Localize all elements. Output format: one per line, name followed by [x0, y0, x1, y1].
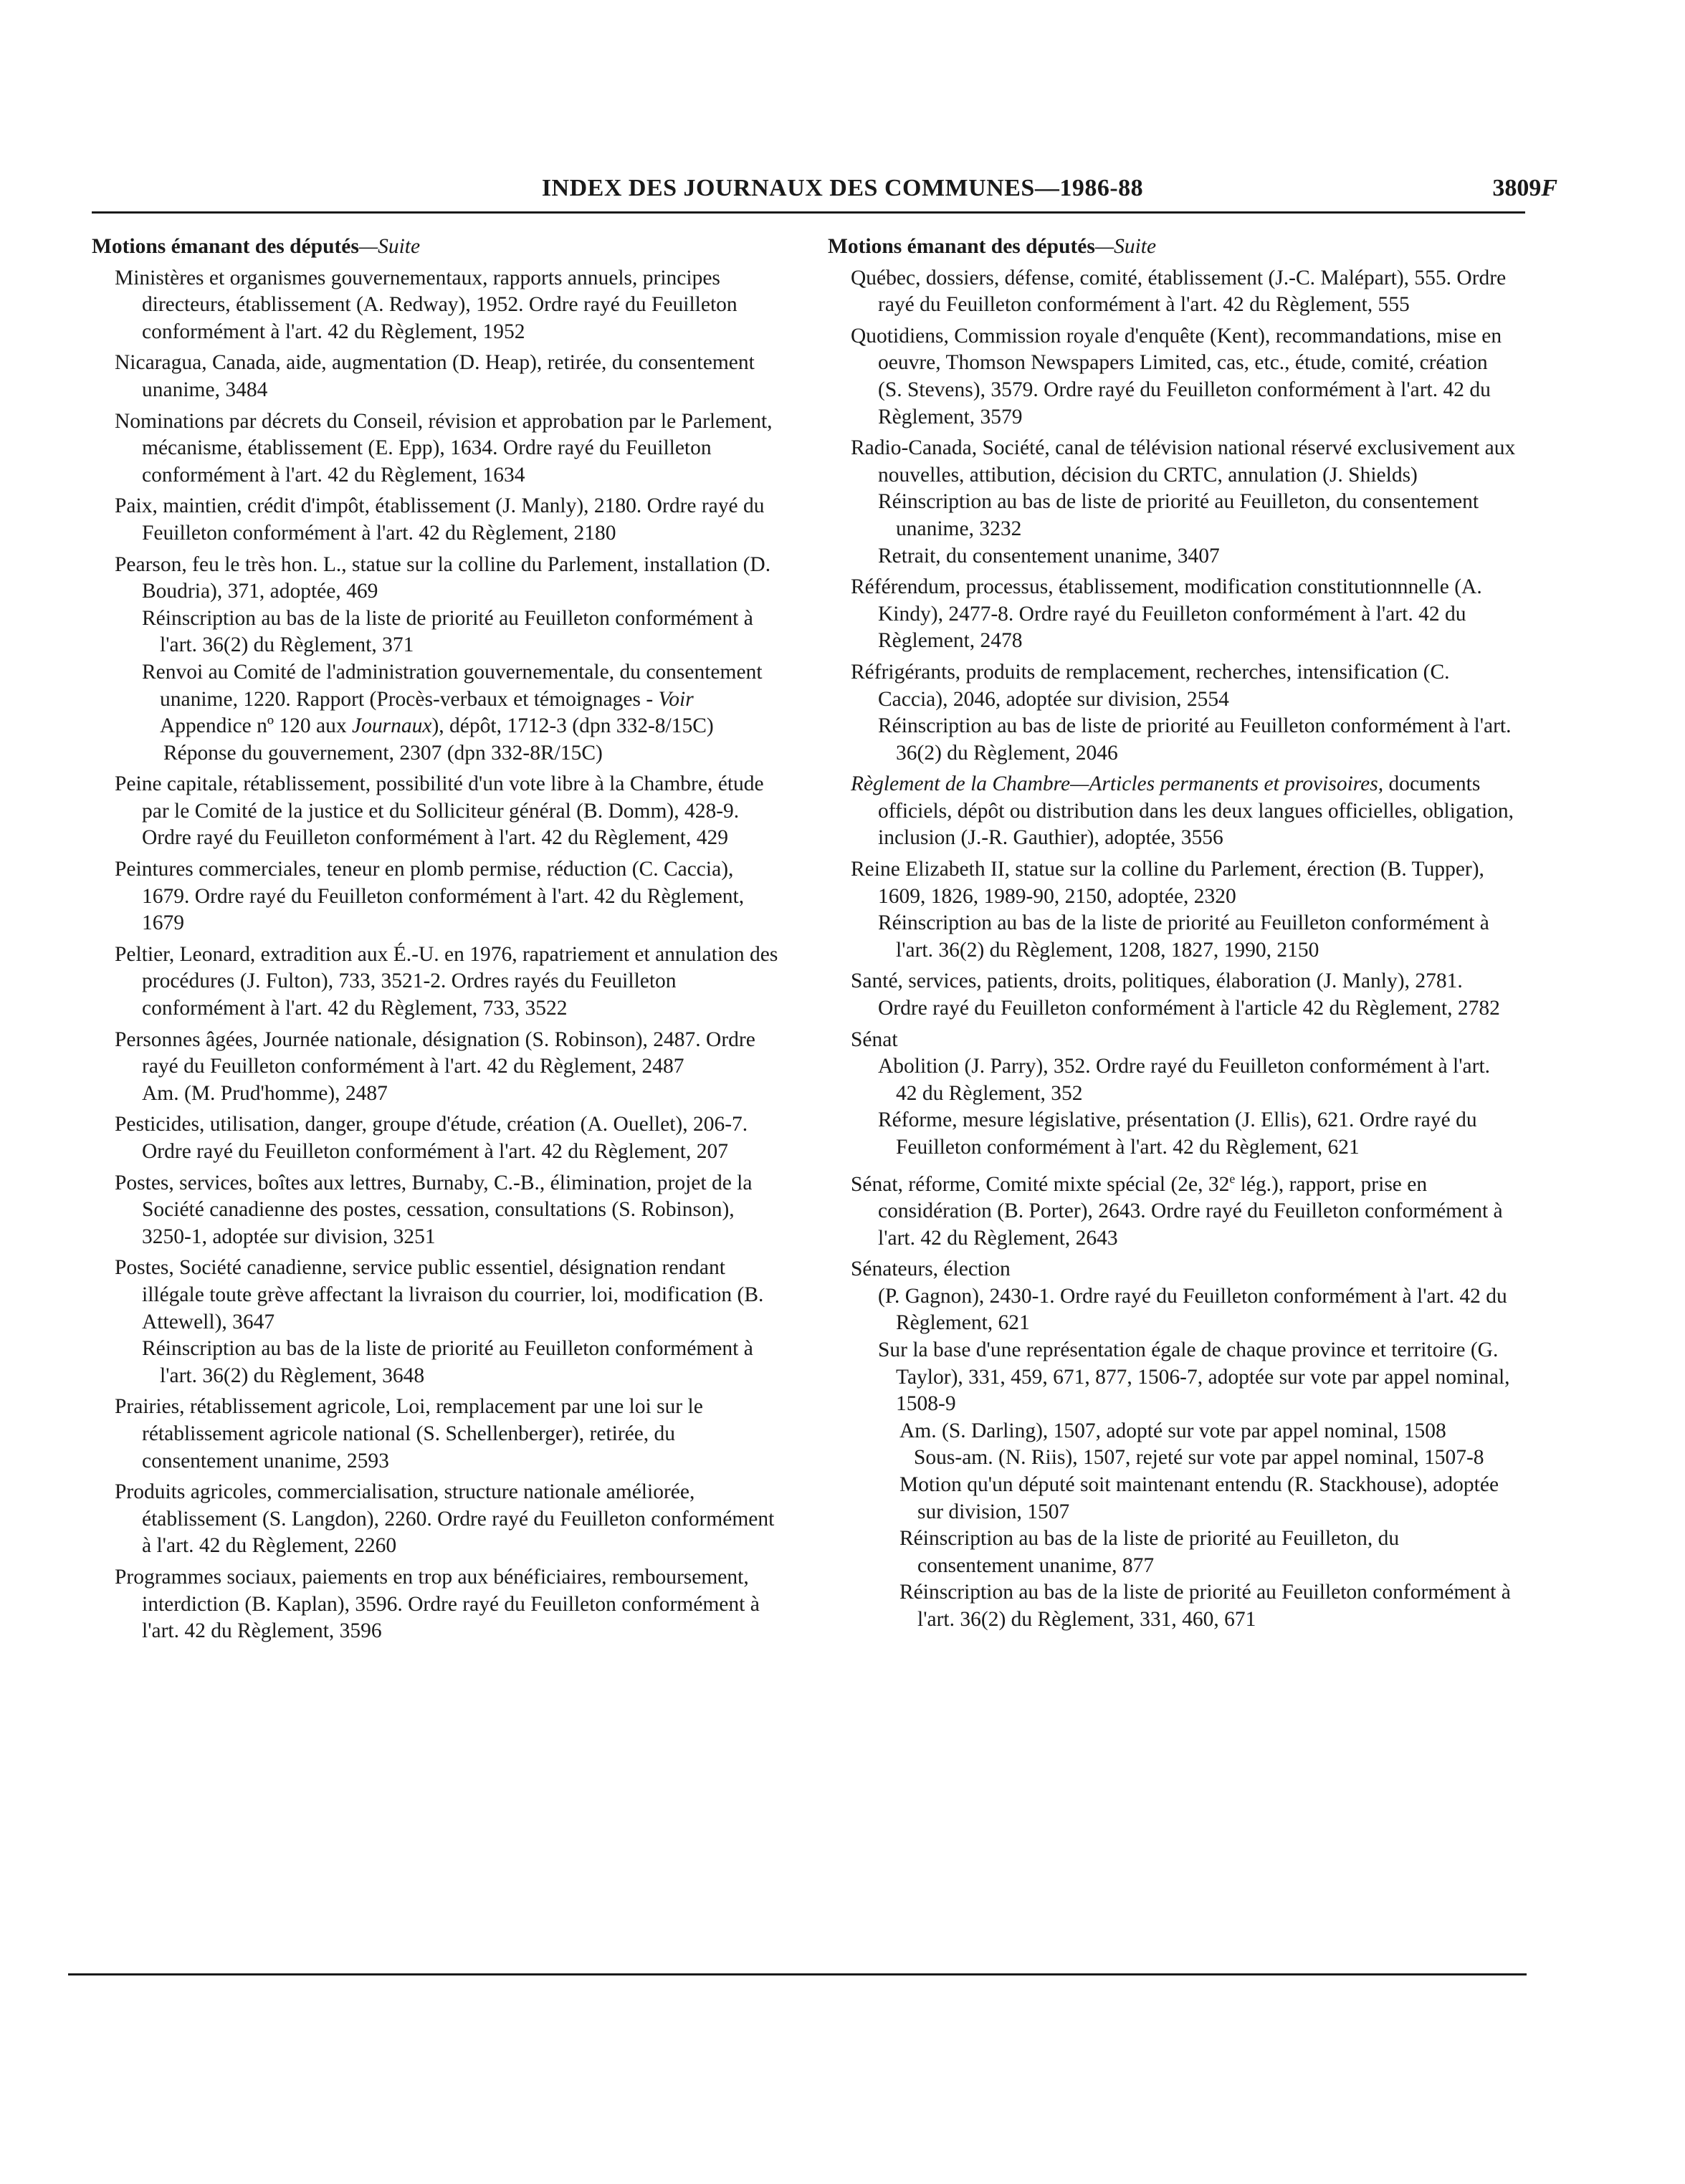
- index-entry: [828, 1107, 1516, 1161]
- entry-text: Am. (M. Prud'homme), 2487: [142, 1081, 388, 1105]
- entry-text: Référendum, processus, établissement, modification constitutionnnelle (A. Kindy), 2477-8. Ordre rayé du Feuilleton conformément à l'art. 42 du Règlement, 2478: [851, 575, 1482, 653]
- index-entry: [92, 493, 780, 547]
- section-heading-text: Motions émanant des députés: [92, 235, 359, 258]
- index-entry: [828, 265, 1516, 319]
- entry-italic-text: Journaux: [352, 714, 432, 738]
- section-heading-continued: —Suite: [1094, 235, 1157, 258]
- index-entry: [828, 1579, 1516, 1633]
- index-entry: [92, 408, 780, 489]
- index-entry: [828, 1256, 1516, 1283]
- index-entry: [92, 659, 780, 740]
- index-entry: [828, 1445, 1516, 1472]
- entry-text: Pesticides, utilisation, danger, groupe d'étude, création (A. Ouellet), 206-7. Ordre rayé du Feuilleton conformément à l'art. 42 du Règlement, 207: [115, 1113, 748, 1163]
- index-entry: [92, 1170, 780, 1251]
- index-entry: [828, 574, 1516, 655]
- entry-text: Renvoi au Comité de l'administration gouvernementale, du consentement unanime, 1220. Rapport (Procès-verbaux et témoignages -: [142, 660, 763, 711]
- entry-italic-text: Règlement de la Chambre—Articles permanents et provisoires,: [851, 772, 1384, 796]
- index-entry: [828, 856, 1516, 910]
- index-entry: [828, 323, 1516, 431]
- entry-italic-text: Voir: [658, 687, 694, 711]
- entry-superscript: e: [1229, 1171, 1236, 1186]
- footer-rule: [68, 1973, 1527, 1975]
- entry-text: Paix, maintien, crédit d'impôt, établissement (J. Manly), 2180. Ordre rayé du Feuilleton conformément à l'art. 42 du Règlement, 2180: [115, 494, 765, 545]
- index-entry: [828, 435, 1516, 489]
- page-number: [1492, 175, 1557, 202]
- index-entry: [92, 1111, 780, 1165]
- entry-text: ), dépôt, 1712-3 (dpn 332-8/15C): [431, 714, 714, 738]
- index-entry: [828, 1472, 1516, 1526]
- section-heading: [92, 234, 780, 261]
- index-entry: [92, 856, 780, 937]
- index-entry: [828, 910, 1516, 964]
- entry-text: Réinscription au bas de la liste de priorité au Feuilleton conformément à l'art. 36(2) du Règlement, 1208, 1827, 1990, 2150: [878, 911, 1489, 962]
- left-column: [92, 234, 780, 1645]
- section-heading-text: Motions émanant des députés: [828, 235, 1095, 258]
- entry-text: Santé, services, patients, droits, politiques, élaboration (J. Manly), 2781. Ordre rayé du Feuilleton conformément à l'article 42 du Règlement, 2782: [851, 969, 1500, 1020]
- index-entry: [92, 1394, 780, 1475]
- entry-text: Retrait, du consentement unanime, 3407: [878, 544, 1220, 567]
- index-entry: [92, 740, 780, 767]
- entry-text: Réinscription au bas de la liste de priorité au Feuilleton conformément à l'art. 36(2) du Règlement, 3648: [142, 1337, 753, 1387]
- entry-text: Appendice nº 120 aux: [160, 714, 353, 738]
- entry-text: Réinscription au bas de la liste de priorité au Feuilleton conformément à l'art. 36(2) du Règlement, 371: [142, 606, 753, 657]
- index-entry: [92, 1027, 780, 1081]
- index-entry: [828, 1337, 1516, 1418]
- entry-text: Sénateurs, élection: [851, 1258, 1011, 1281]
- index-entry: [92, 1336, 780, 1389]
- index-entry: [828, 1053, 1516, 1107]
- index-entry: [92, 552, 780, 605]
- index-entry: [828, 543, 1516, 570]
- entry-text: Ministères et organismes gouvernementaux, rapports annuels, principes directeurs, établissement (A. Redway), 1952. Ordre rayé du Feuilleton conformément à l'art. 42 du Règlement, 1952: [115, 266, 738, 343]
- index-entry: [92, 942, 780, 1022]
- section-heading: [828, 234, 1516, 261]
- entry-text: Motion qu'un député soit maintenant entendu (R. Stackhouse), adoptée sur division, 1507: [899, 1472, 1499, 1523]
- entry-text: Réinscription au bas de la liste de priorité au Feuilleton conformément à l'art. 36(2) du Règlement, 331, 460, 671: [899, 1581, 1511, 1631]
- entry-text: Réponse du gouvernement, 2307 (dpn 332-8R/15C): [163, 741, 603, 765]
- entry-text: Programmes sociaux, paiements en trop aux bénéficiaires, remboursement, interdiction (B. Kaplan), 3596. Ordre rayé du Feuilleton conformément à l'art. 42 du Règlement, 3596: [115, 1565, 760, 1643]
- entry-text: Postes, Société canadienne, service public essentiel, désignation rendant illégale toute grève affectant la livraison du courrier, loi, modification (B. Attewell), 3647: [115, 1256, 764, 1333]
- entry-text: Prairies, rétablissement agricole, Loi, remplacement par une loi sur le rétablissement agricole national (S. Schellenberger), retirée, du consentement unanime, 2593: [115, 1395, 703, 1472]
- index-entry: [828, 968, 1516, 1022]
- index-entry: [828, 1166, 1516, 1253]
- index-entry: [92, 1081, 780, 1108]
- index-entry: [92, 1564, 780, 1645]
- entry-text: Québec, dossiers, défense, comité, établissement (J.-C. Malépart), 555. Ordre rayé du Feuilleton conformément à l'art. 42 du Règlement, 555: [851, 266, 1507, 317]
- entry-text: Nicaragua, Canada, aide, augmentation (D. Heap), retirée, du consentement unanime, 3484: [115, 351, 755, 401]
- index-entry: [828, 1283, 1516, 1337]
- entry-text: Réinscription au bas de liste de priorité au Feuilleton conformément à l'art. 36(2) du Règlement, 2046: [878, 714, 1512, 765]
- index-entry: [828, 771, 1516, 852]
- entry-text: lég.), rapport, prise en considération (B. Porter), 2643. Ordre rayé du Feuilleton conformément à l'art. 42 du Règlement, 2643: [878, 1172, 1503, 1250]
- entry-text: Pearson, feu le très hon. L., statue sur la colline du Parlement, installation (D. Boudria), 371, adoptée, 469: [115, 552, 771, 603]
- entry-text: Peltier, Leonard, extradition aux É.-U. en 1976, rapatriement et annulation des procédures (J. Fulton), 733, 3521-2. Ordres rayés du Feuilleton conformément à l'art. 42 du Règlement, 733, 3522: [115, 942, 778, 1020]
- entry-text: Nominations par décrets du Conseil, révision et approbation par le Parlement, mécanisme, établissement (E. Epp), 1634. Ordre rayé du Feuilleton conformément à l'art. 42 du Règlement, 1634: [115, 409, 773, 487]
- page-number-suffix: F: [1541, 175, 1557, 201]
- entry-text: Produits agricoles, commercialisation, structure nationale améliorée, établissement (S. Langdon), 2260. Ordre rayé du Feuilleton conformément à l'art. 42 du Règlement, 2260: [115, 1480, 775, 1558]
- index-entry: [828, 659, 1516, 713]
- index-entry: [92, 771, 780, 852]
- index-entry: [92, 1255, 780, 1336]
- entry-text: Radio-Canada, Société, canal de télévision national réservé exclusivement aux nouvelles, attibution, décision du CRTC, annulation (J. Shields): [851, 436, 1516, 487]
- entry-text: Abolition (J. Parry), 352. Ordre rayé du Feuilleton conformément à l'art. 42 du Règlement, 352: [878, 1055, 1491, 1105]
- entry-text: Sous-am. (N. Riis), 1507, rejeté sur vote par appel nominal, 1507-8: [914, 1446, 1484, 1470]
- section-heading-continued: —Suite: [358, 235, 421, 258]
- index-entry: [92, 605, 780, 659]
- running-header-title: INDEX DES JOURNAUX DES COMMUNES—1986-88: [541, 175, 1144, 201]
- index-entry: [828, 1027, 1516, 1054]
- entry-text: Sénat: [851, 1028, 898, 1051]
- index-entry: [92, 1479, 780, 1560]
- entry-text: Réinscription au bas de la liste de priorité au Feuilleton, du consentement unanime, 877: [899, 1527, 1400, 1577]
- entry-text: Postes, services, boîtes aux lettres, Burnaby, C.-B., élimination, projet de la Société canadienne des postes, cessation, consultations (S. Robinson), 3250-1, adoptée sur division, 3251: [115, 1171, 753, 1248]
- index-entry: [828, 489, 1516, 542]
- index-entry: [828, 1526, 1516, 1579]
- entry-text: Sur la base d'une représentation égale de chaque province et territoire (G. Taylor), 331, 459, 671, 877, 1506-7, adoptée sur vote par appel nominal, 1508-9: [878, 1338, 1510, 1416]
- index-entry: [92, 350, 780, 403]
- entry-text: Personnes âgées, Journée nationale, désignation (S. Robinson), 2487. Ordre rayé du Feuilleton conformément à l'art. 42 du Règlement, 2487: [115, 1028, 755, 1078]
- entry-text: Sénat, réforme, Comité mixte spécial (2e, 32: [851, 1172, 1230, 1196]
- entry-text: Am. (S. Darling), 1507, adopté sur vote par appel nominal, 1508: [899, 1419, 1446, 1442]
- right-column: [828, 234, 1516, 1634]
- entry-text: (P. Gagnon), 2430-1. Ordre rayé du Feuilleton conformément à l'art. 42 du Règlement, 621: [878, 1284, 1507, 1335]
- entry-text: Reine Elizabeth II, statue sur la colline du Parlement, érection (B. Tupper), 1609, 1826, 1989-90, 2150, adoptée, 2320: [851, 858, 1484, 908]
- entry-text: documents officiels, dépôt ou distribution dans les deux langues officielles, obligation, inclusion (J.-R. Gauthier), adoptée, 3556: [878, 772, 1514, 850]
- entry-text: Réinscription au bas de liste de priorité au Feuilleton, du consentement unanime, 3232: [878, 490, 1479, 540]
- index-entry: [828, 713, 1516, 767]
- page-number-digits: 3809: [1492, 175, 1542, 201]
- index-entry: [828, 1418, 1516, 1445]
- entry-text: Peine capitale, rétablissement, possibilité d'un vote libre à la Chambre, étude par le Comité de la justice et du Solliciteur général (B. Domm), 428-9. Ordre rayé du Feuilleton conformément à l'art. 42 du Règlement, 429: [115, 772, 764, 850]
- index-entry: [92, 265, 780, 346]
- entry-text: Quotidiens, Commission royale d'enquête (Kent), recommandations, mise en oeuvre, Thomson Newspapers Limited, cas, etc., étude, comité, création (S. Stevens), 3579. Ordre rayé du Feuilleton conformément à l'art. 42 du Règlement, 3579: [851, 324, 1502, 428]
- entry-text: Peintures commerciales, teneur en plomb permise, réduction (C. Caccia), 1679. Ordre rayé du Feuilleton conformément à l'art. 42 du Règlement, 1679: [115, 858, 745, 935]
- entry-text: Réfrigérants, produits de remplacement, recherches, intensification (C. Caccia), 2046, adoptée sur division, 2554: [851, 660, 1450, 711]
- header-rule: [92, 211, 1525, 214]
- entry-text: Réforme, mesure législative, présentation (J. Ellis), 621. Ordre rayé du Feuilleton conformément à l'art. 42 du Règlement, 621: [878, 1108, 1477, 1159]
